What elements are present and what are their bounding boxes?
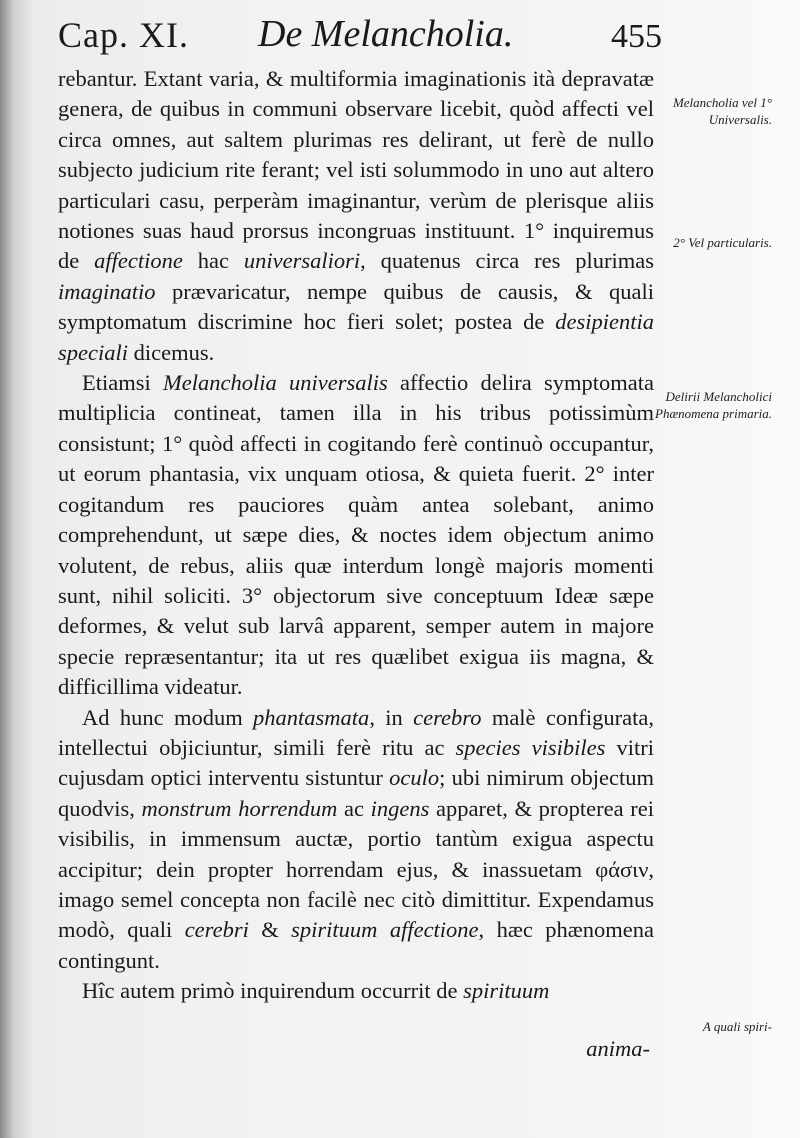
- catchword: anima-: [586, 1036, 650, 1061]
- text-run: , quatenus circa res plurimas: [360, 248, 654, 274]
- paragraph-1: [58, 64, 654, 368]
- text-run: prævaricatur, nempe quibus de causis, & quali symptomatum discrimine hoc fieri solet; postea de: [58, 278, 654, 335]
- paragraph-4: [58, 976, 654, 1006]
- italic-run: cerebro: [413, 704, 482, 730]
- text-run: &: [248, 917, 292, 943]
- paragraph-2: [58, 368, 654, 702]
- running-header: [58, 8, 662, 64]
- text-run: , in: [369, 704, 414, 730]
- text-run: rebantur. Extant varia, & multiformia imaginationis ità depravatæ genera, de quibus in communi observare licebit, quòd affecti vel circa omnes, aut saltem plurimas res delirant, ut ferè de nullo subjecto judicium rite ferant; vel isti solummodo in uno aut altero particulari casu, perperàm imaginantur, verùm de plerisque aliis notiones suas haud prorsus incongruas instituunt. 1° inquiremus de: [58, 66, 654, 274]
- text-run: Hîc autem primò inquirendum occurrit de: [82, 978, 464, 1004]
- text-run: malè configurata, intellectui objiciuntur, simili ferè ritu ac: [58, 704, 654, 760]
- text-run: , hæc phænomena contingunt.: [58, 917, 654, 973]
- marginal-note-2: 2° Vel particularis.: [673, 235, 772, 250]
- page-number: 455: [611, 18, 662, 55]
- italic-run: species visibiles: [455, 734, 606, 760]
- italic-run: ingens: [370, 795, 430, 821]
- text-run: ; ubi nimirum objectum quodvis,: [58, 765, 654, 821]
- italic-run: phantasmata: [253, 704, 370, 730]
- italic-run: spirituum affectione: [291, 917, 479, 943]
- italic-run: imaginatio: [58, 278, 156, 304]
- chapter-title: De Melancholia.: [258, 13, 514, 55]
- paragraph-3: [58, 703, 654, 977]
- text-run: Etiamsi: [82, 370, 163, 396]
- text-run: dicemus.: [127, 339, 215, 365]
- italic-run: affectione: [94, 248, 183, 274]
- marginal-note-3: Delirii Melancholici Phænomena primaria.: [655, 389, 772, 421]
- chapter-label: Cap. XI.: [58, 15, 189, 55]
- text-run: ac: [337, 795, 371, 821]
- text-run: affectio delira symptomata multiplicia contineat, tamen illa in his tribus potissimùm consistunt; 1° quòd affecti in cogitando ferè continuò occupantur, ut eorum phantasia, vix unquam otiosa, & quieta fuerit. 2° inter cogitandum res pauciores quàm antea solebant, animo comprehendunt, ut sæpe dies, & noctes idem objectum animo volutent, de rebus, aliis quæ interdum longè majoris momenti sunt, nihil soliciti. 3° objectorum sive conceptuum Ideæ sæpe deformes, & velut sub larvâ apparent, semper autem in majore specie repræsentantur; ita ut res quælibet exigua iis magna, & difficillima videatur.: [58, 370, 654, 700]
- italic-run: Melancholia universalis: [163, 370, 388, 396]
- italic-run: monstrum horrendum: [141, 795, 338, 821]
- italic-run: cerebri: [184, 917, 249, 943]
- text-run: Ad hunc modum: [82, 704, 254, 730]
- body-text: [58, 64, 654, 1007]
- italic-run: spirituum: [463, 978, 550, 1004]
- text-run: hac: [182, 248, 244, 274]
- italic-run: desipientia speciali: [58, 309, 654, 365]
- text-run: vitri cujusdam optici interventu sistuntur: [58, 734, 654, 791]
- italic-run: universaliori: [243, 248, 361, 274]
- marginal-note-1: Melancholia vel 1° Universalis.: [672, 95, 772, 127]
- italic-run: oculo: [389, 765, 440, 791]
- text-run: apparet, & propterea rei visibilis, in immensum auctæ, portio tantùm exigua aspectu accipitur; dein propter horrendam ejus, & inassuetam φάσιν, imago semel concepta non facilè nec citò dimittitur. Expendamus modò, quali: [58, 795, 654, 943]
- marginal-note-4: A quali spiri-: [702, 1019, 772, 1034]
